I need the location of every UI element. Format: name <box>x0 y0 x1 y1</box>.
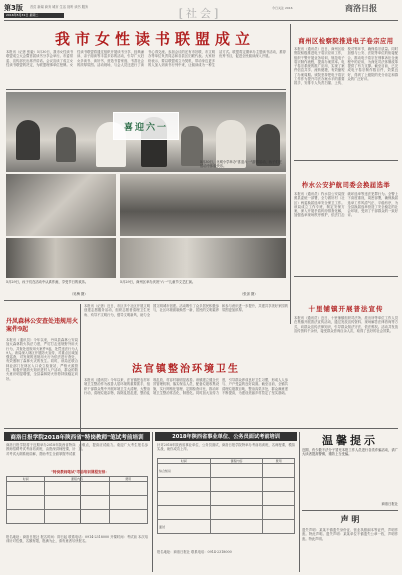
b-row-last: 面试 <box>158 520 211 534</box>
right-headline-2: 柞水公安护航司委会换届选举 <box>301 182 391 189</box>
shengming-body: 遗失声明：某某不慎遗失身份证、营业执照副本等证件，声明作废。特此声明。遗失声明：某某单位不慎遗失公章一枚，声明作废。特此声明。 <box>302 528 398 541</box>
divider <box>152 432 153 572</box>
date-bar: 2016年5月31日 星期二 <box>4 13 64 18</box>
section-title: [社会] <box>178 7 222 20</box>
main-headline: 我市女性读书联盟成立 <box>54 30 255 48</box>
photo-drawing <box>6 174 116 236</box>
th-content: 课程内容 <box>45 477 109 482</box>
lower-headline-mid: 法官镇整治环境卫生 <box>132 364 240 375</box>
right-tag: 今日关注 2016 <box>272 6 293 10</box>
lower-headline-left: 丹凤森林公安查处违规用火案件9起 <box>6 318 79 333</box>
caption-e-author: （张剑 摄） <box>240 292 258 296</box>
article-women-reading: 本报讯（记者 张毅）5月30日，我市女性读书联盟成立大会暨首届读书分享会举行。市委常委、宣传部长出席并讲话。会议宣读了成立女性读书联盟的决定，为联盟理事单位授牌。女性读书联盟将通过组织开展读书分享、经典诵读、亲子阅读等丰富多彩的活动，引导广大妇女多读书、读好书，营造书香家庭、书香社会的浓厚氛围。活动现场，与会人员还进行了读书心得交流。参加会议的还有市妇联、市文明办等单位负责同志和各县区妇联代表。大家纷纷表示，要以联盟成立为契机，带动身边更多的人加入到读书行列中来，让阅读成为一种生活方式。联盟将定期举办主题读书活动，推荐优秀书目，促进全民阅读深入开展。 <box>6 50 286 67</box>
header-rule <box>4 20 398 21</box>
caption-a: 5月30日，北城小学举办"喜迎六一"游园活动，孩子们在活动中体验快乐。 <box>200 160 282 169</box>
photo-crowd <box>120 238 286 278</box>
th-fee: 费用 <box>109 477 147 482</box>
page-number: 第3版 <box>4 4 23 12</box>
divider <box>6 89 286 90</box>
ad-b-contact: 报名地址：商洛日报社 联系电话：0914-2318000 <box>157 550 232 554</box>
masthead-logo: 商洛日报 <box>345 3 377 13</box>
divider <box>299 432 300 572</box>
lower-article-top: 本报讯（记者）近日，市区多个社区开展文明创建志愿服务活动，组织志愿者清理卫生死角、劝导不文明行为，倡导文明新风，助力全国文明城市创建。活动吸引了众多居民积极参与，社区环境面貌焕然一新，居民的文明素养和参与意识进一步提升，共建共享美好家园的氛围更加浓厚。 <box>84 304 288 317</box>
ad-a-intro: 商洛日报学院将于近期举办2018年陕西省特岗教师招聘考试考前培训班，由资深讲师授课，针对考试大纲系统讲解，帮助考生全面掌握考试重点难点，提高应试能力。欢迎广大考生报名参加。 <box>6 443 148 456</box>
right-article-2: 本报讯（通讯员）柞水县公安局按照县委统一部署，全力做好村（社区）两委换届选举安全保卫工作。该局成立工作专班，制定安保方案，深入开展矛盾纠纷排查化解，加强选举现场秩序维护，依法打击破坏选举等违法犯罪行为。全警上下高度重视，周密部署，确保换届选举工作风清气正、平稳有序，为全县换届选举营造了安全稳定的社会环境，受到了干部群众的一致好评。 <box>294 192 398 218</box>
caption-d-author: （吴梅 摄） <box>70 292 88 296</box>
photo-painting <box>6 238 116 278</box>
notice-title: 温馨提示 <box>322 434 378 447</box>
ad-a-subtitle: "特岗教师笔试"考前培训课程安排： <box>51 470 109 474</box>
th-b-content: 课程内容 <box>210 459 263 464</box>
b-row-first: 综合知识 <box>158 464 211 478</box>
caption-c: 5月29日，孩子们在活动中认真作画，享受节日的欢乐。 <box>6 280 89 284</box>
th-b-time: 时间 <box>158 459 211 464</box>
ad-b-table <box>157 458 295 534</box>
right-article-1: 本报讯（通讯员）近日，商州区检察院积极推进电子卷宗应用工作，组织干警开展业务培训，规范电子卷宗制作流程，提高办案效率。电子卷宗系统的推广应用，实现了案件信息共享、流转便捷，有效缩短了办案周期。该院坚持把电子卷宗工作作为提升司法办案水平的重要抓手，安排专人负责扫描、上传、校对等环节，确保卷宗质量。同时加强与公安、法院等单位的衔接配合，推动电子卷宗在刑事诉讼全流程中的应用，为深化司法体制改革提供了有力支撑。截至目前，已完成电子卷宗制作数百件，效果良好，得到了上级院的充分肯定和群众的广泛好评。 <box>294 47 398 86</box>
photo-performance <box>120 174 286 236</box>
shengming-title: 声 明 <box>340 514 360 524</box>
right-article-3: 本报讯（通讯员）近日，十里铺镇组织司法所、派出所等单位工作人员在集镇开展普法宣传活动，通过发放宣传资料、现场解答法律咨询等方式，向群众宣传法律知识，引导群众知法守法、依法维权。活动共发放宣传资料千余份，接受群众咨询百余人次，取得了良好的社会效果。 <box>294 316 398 333</box>
notice-body: 近期，有少数不法分子冒充本报工作人员进行各类诈骗活动，请广大读者提高警惕，谨防上当受骗。 <box>302 448 398 457</box>
divider <box>294 276 398 277</box>
notice-sign: 商洛日报社 <box>381 502 398 506</box>
th-b-fee: 费用 <box>263 459 295 464</box>
ad-a-title: 商洛日报学院2018年陕西省"特岗教师"笔试考前培训 <box>4 432 150 441</box>
bottom-rule <box>4 428 398 429</box>
caption-b: 5月29日，商州区举办庆祝"六一"儿童节文艺汇演。 <box>120 280 196 284</box>
divider <box>4 300 290 301</box>
nav-bar: 首页 新闻 商务 城市 生活 视听 读书 服务 <box>30 5 89 9</box>
ad-a-table <box>6 476 148 524</box>
lower-article-mid: 本报讯（通讯员）今年以来，法官镇把农村环境卫生整治作为改善人居环境的重要抓手，组织干部群众集中开展环境卫生大清理、大整治行动，清理垃圾杂物，拆除乱搭乱建，整治乱堆乱放，村容村貌明显改善。该镇建立健全长效管理机制，落实保洁人员，配备垃圾收集设施，实行网格化管理，定期检查评比，推动环境卫生整治常态化、制度化。同时加大宣传力度，引导群众养成良好卫生习惯，形成人人参与、户户受益的良好局面。截至目前，全镇共清理垃圾数百吨，整治沟渠多处，群众满意度不断提高，为建设美丽乡村奠定了坚实基础。 <box>84 378 288 395</box>
right-headline-3: 十里铺镇开展普法宣传 <box>308 305 384 313</box>
right-col-divider <box>290 24 291 324</box>
ad-b-title: 2018年陕西省事业单位、公务员面试考前培训 <box>155 432 297 441</box>
right-headline-1: 商州区检察院推进电子卷宗应用 <box>298 38 394 45</box>
ad-a-contact: 报名地址：商洛日报社 报名时间：即日起 联系电话：0914-2318000 开课时间：考试前 本次培训针对性强，名额有限，报满为止，请有意者尽快报名。 <box>6 535 148 544</box>
celebration-stamp <box>113 112 179 140</box>
th-time: 时间 <box>7 477 45 482</box>
article-byline: 本报讯（记者 张毅） <box>6 50 37 54</box>
lower-article-left: 本报讯（通讯员）今年以来，丹凤县森林公安局加大森林防火执法力度，严厉打击违规野外用火行为，共查处违规用火案件9起，处罚违法行为人9人。该局深入林区开展防火宣传，对重点区域加强巡查，对发现的违规用火行为依法进行查处，有效遏制了森林火灾的发生。同时，该局还联合林业部门在林区入口设立检查站，严格火源管控，积极开展防火知识进村入户活动，群众的防火意识明显增强，全县森林防火形势持续稳定向好。 <box>6 338 78 381</box>
divider <box>302 510 398 511</box>
ad-b-intro: 针对2018年陕西省事业单位、公务员面试，商洛日报学院特举办考前培训班，名师授课，模拟实战，助你成功上岸。 <box>157 443 295 452</box>
divider <box>294 160 398 161</box>
stamp-text: 喜迎六一 <box>123 122 168 133</box>
